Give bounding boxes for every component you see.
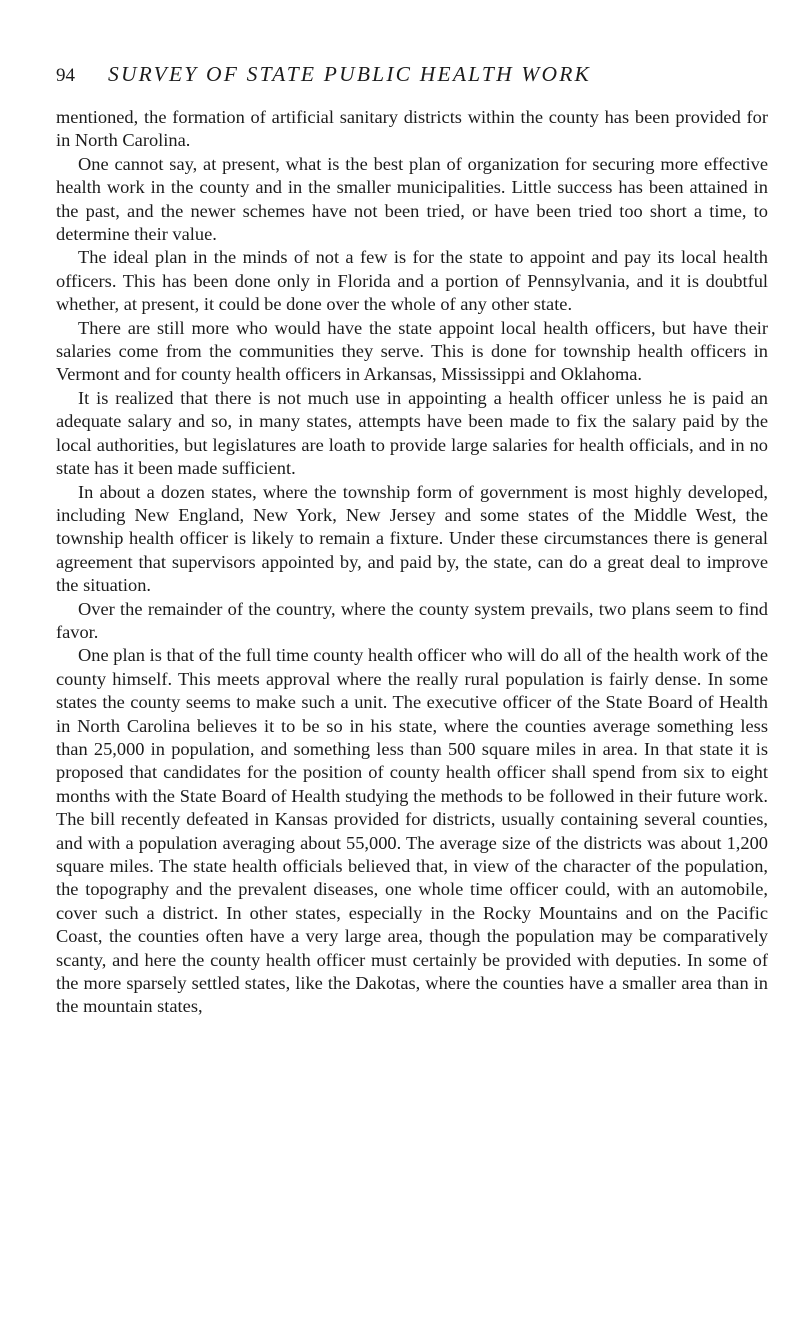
paragraph-township-states: In about a dozen states, where the township form of government is most highly developed, including New England, New York, New Jersey and some states of the Middle West, the township health officer is likely to remain a fixture. Under these circumstances there is general agreement that supervisors appointed by, and paid by, the state, can do a great deal to improve the situation. xyxy=(56,481,768,596)
paragraph-ideal-plan: The ideal plan in the minds of not a few is for the state to appoint and pay its local health officers. This has been done only in Florida and a portion of Pennsylvania, and it is doubtful whether, at present, it could be done over the whole of any other state. xyxy=(56,247,768,315)
page-number: 94 xyxy=(56,65,75,86)
body-text xyxy=(56,106,768,1019)
paragraph-adequate-salary: It is realized that there is not much use in appointing a health officer unless he is paid an adequate salary and so, in many states, attempts have been made to fix the salary paid by the local authorities, but legislatures are loath to provide large salaries for health officials, and in no state has it been made sufficient. xyxy=(56,387,768,479)
paragraph-full-time-officer: One plan is that of the full time county health officer who will do all of the health work of the county himself. This meets approval where the really rural population is fairly dense. In some states the county seems to make such a unit. The executive officer of the State Board of Health in North Carolina believes it to be so in his state, where the counties average something less than 25,000 in population, and something less than 500 square miles in area. In that state it is proposed that candidates for the position of county health officer shall spend from six to eight months with the State Board of Health studying the methods to be followed in their future work. The bill recently defeated in Kansas provided for districts, usually containing several counties, and with a population averaging about 55,000. The average size of the districts was about 1,200 square miles. The state health officials believed that, in view of the character of the population, the topography and the prevalent diseases, one whole time officer could, with an automobile, cover such a district. In other states, especially in the Rocky Mountains and on the Pacific Coast, the counties often have a very large area, though the population may be comparatively scanty, and here the county health officer must certainly be provided with deputies. In some of the more sparsely settled states, like the Dakotas, where the counties have a smaller area than in the mountain states, xyxy=(56,645,768,1017)
paragraph-state-appoint: There are still more who would have the state appoint local health officers, but have their salaries come from the communities they serve. This is done for township health officers in Vermont and for county health officers in Arkansas, Mississippi and Oklahoma. xyxy=(56,317,768,385)
paragraph-continuation: mentioned, the formation of artificial sanitary districts within the county has been provided for in North Carolina. xyxy=(56,107,768,151)
paragraph-organization-plan: One cannot say, at present, what is the best plan of organization for securing more effective health work in the county and in the smaller municipalities. Little success has been attained in the past, and the newer schemes have not been tried, or have been tried too short a time, to determine their value. xyxy=(56,153,768,245)
running-head: SURVEY OF STATE PUBLIC HEALTH WORK xyxy=(108,62,592,86)
page-header xyxy=(56,62,752,102)
paragraph-county-system: Over the remainder of the country, where the county system prevails, two plans seem to find favor. xyxy=(56,598,768,642)
